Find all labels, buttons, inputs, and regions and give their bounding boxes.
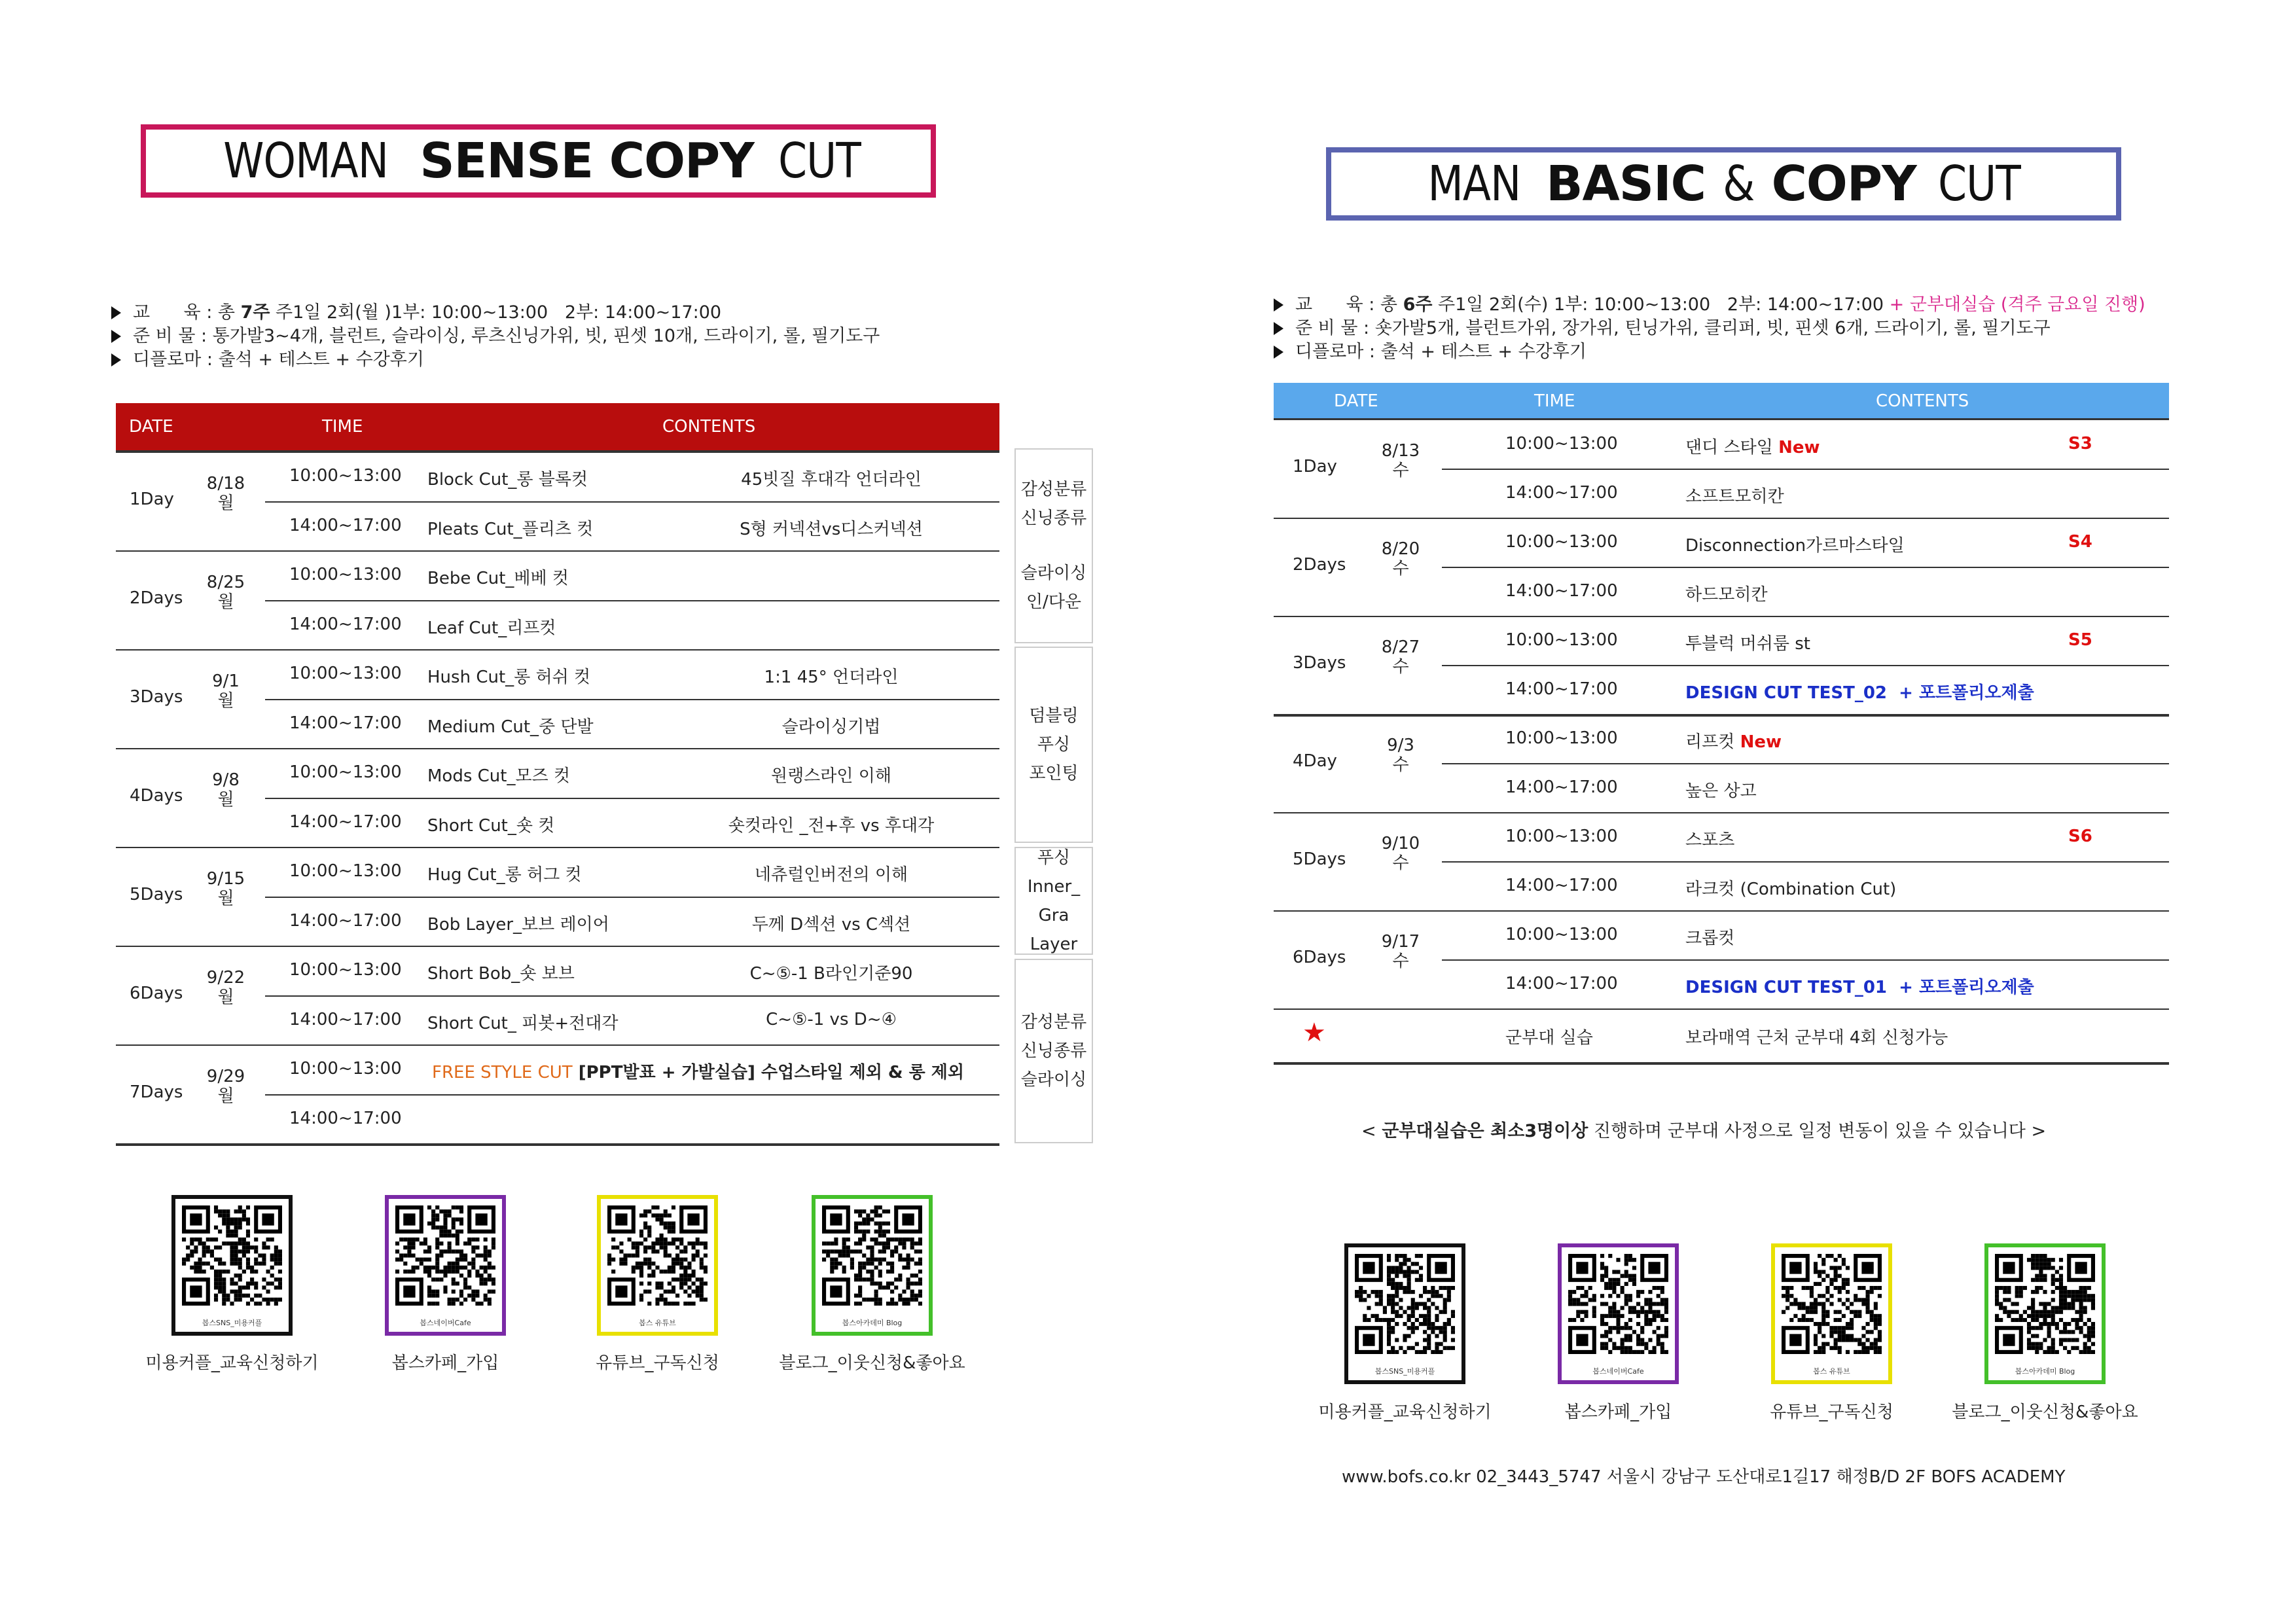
qr-code-pattern bbox=[822, 1205, 922, 1306]
class-time: 14:00~17:00 bbox=[289, 713, 402, 733]
day-divider bbox=[1274, 518, 2169, 519]
class-time: 14:00~17:00 bbox=[289, 515, 402, 535]
row-divider bbox=[1442, 763, 2169, 764]
class-time: 10:00~13:00 bbox=[289, 565, 402, 584]
side-note-box: 감성분류 신닝종류 슬라이싱 bbox=[1014, 959, 1093, 1143]
bullet-triangle-icon bbox=[1274, 346, 1283, 359]
day-label: 3Days bbox=[130, 687, 183, 707]
day-date: 9/22 월 bbox=[206, 967, 245, 1007]
class-time: 10:00~13:00 bbox=[289, 762, 402, 782]
day-date: 9/3 수 bbox=[1387, 736, 1414, 775]
qr-code-pattern bbox=[607, 1205, 708, 1306]
day-date: 8/13 수 bbox=[1381, 441, 1420, 480]
day-divider bbox=[116, 946, 999, 947]
class-time: 14:00~17:00 bbox=[1505, 777, 1618, 797]
class-content: 라크컷 (Combination Cut) bbox=[1685, 880, 1897, 899]
day-label: 5Days bbox=[130, 884, 183, 904]
man-title: MAN BASIC & COPY CUT bbox=[1427, 156, 2020, 212]
class-content: 리프컷 New bbox=[1685, 732, 1782, 752]
class-time: 14:00~17:00 bbox=[1505, 876, 1618, 895]
class-content: Disconnection가르마스타일 bbox=[1685, 536, 1905, 556]
day-divider bbox=[1274, 616, 2169, 617]
day-date: 8/25 월 bbox=[206, 572, 245, 612]
class-note: 두께 D섹션 vs C섹션 bbox=[751, 914, 911, 935]
class-content: 댄디 스타일 New bbox=[1685, 438, 1820, 457]
class-note: C~⑤-1 vs D~④ bbox=[766, 1009, 897, 1029]
day-label: 5Days bbox=[1293, 849, 1346, 869]
class-note: 원랭스라인 이해 bbox=[770, 766, 892, 786]
class-time: 14:00~17:00 bbox=[289, 1009, 402, 1029]
day-label: 2Days bbox=[1293, 555, 1346, 575]
class-name: Bob Layer_보브 레이어 bbox=[427, 914, 609, 935]
qr-caption: 봅스카페_가입 bbox=[391, 1353, 499, 1373]
qr-code-label: 봅스네이버Cafe bbox=[420, 1319, 471, 1327]
qr-code-pattern bbox=[182, 1205, 282, 1306]
day-divider bbox=[116, 550, 999, 552]
class-name: Mods Cut_모즈 컷 bbox=[427, 766, 571, 786]
bullet-triangle-icon bbox=[1274, 322, 1283, 335]
class-time: 10:00~13:00 bbox=[289, 664, 402, 683]
bullet-triangle-icon bbox=[111, 306, 121, 319]
qr-caption: 유튜브_구독신청 bbox=[1770, 1402, 1893, 1422]
class-time: 10:00~13:00 bbox=[1505, 925, 1618, 944]
class-time: 14:00~17:00 bbox=[1505, 974, 1618, 993]
day-label: 2Days bbox=[130, 588, 183, 608]
class-time: 10:00~13:00 bbox=[1505, 532, 1618, 552]
qr-code-label: 봅스SNS_미용커플 bbox=[202, 1319, 262, 1327]
bullet-triangle-icon bbox=[111, 353, 121, 366]
row-divider bbox=[265, 897, 999, 898]
side-note-box: 덤블링 푸싱 포인팅 bbox=[1014, 647, 1093, 843]
class-time: 10:00~13:00 bbox=[289, 861, 402, 881]
qr-code-pattern bbox=[1568, 1254, 1668, 1354]
qr-code[interactable] bbox=[1984, 1243, 2106, 1384]
row-divider bbox=[1442, 665, 2169, 666]
extra-time: 군부대 실습 bbox=[1505, 1028, 1593, 1048]
class-name: Medium Cut_중 단발 bbox=[427, 717, 594, 737]
class-content: DESIGN CUT TEST_02 + 포트폴리오제출 bbox=[1685, 683, 2034, 703]
class-time: 10:00~13:00 bbox=[289, 960, 402, 980]
qr-code-label: 봅스 유튜브 bbox=[1813, 1367, 1850, 1376]
class-code: S5 bbox=[2068, 630, 2092, 650]
day-label: 7Days bbox=[130, 1082, 183, 1102]
row-divider bbox=[1442, 861, 2169, 863]
class-note: 네츄럴인버전의 이해 bbox=[754, 865, 908, 885]
qr-code[interactable] bbox=[1558, 1243, 1679, 1384]
bullet-triangle-icon bbox=[1274, 298, 1283, 312]
class-note: C~⑤-1 B라인기준90 bbox=[749, 964, 913, 984]
day-label: 4Days bbox=[130, 785, 183, 806]
class-time: 14:00~17:00 bbox=[1505, 483, 1618, 503]
woman-info: 교 육 : 총 7주 주1일 2회(월 )1부: 10:00~13:00 2부: 14:00~17:00 준 비 물 : 통가발3~4개, 블런트, 슬라이싱, 루츠신닝가위, 빗, 핀셋 10개, 드라이기, 롤, 필기도구 디플로마 : 출석 + 테스트 + 수강후기 bbox=[111, 301, 880, 372]
woman-title: WOMAN SENSE COPY CUT bbox=[223, 133, 861, 189]
class-time: 14:00~17:00 bbox=[1505, 679, 1618, 699]
class-name: Pleats Cut_플리츠 컷 bbox=[427, 519, 594, 539]
qr-code-pattern bbox=[1782, 1254, 1882, 1354]
day-date: 9/29 월 bbox=[206, 1066, 245, 1106]
qr-code[interactable] bbox=[1771, 1243, 1892, 1384]
day-divider bbox=[116, 649, 999, 651]
class-time: 10:00~13:00 bbox=[1505, 434, 1618, 454]
class-name: Block Cut_롱 블록컷 bbox=[427, 470, 588, 490]
class-name: Bebe Cut_베베 컷 bbox=[427, 569, 569, 588]
bullet-triangle-icon bbox=[111, 330, 121, 343]
man-title-box bbox=[1326, 147, 2121, 221]
qr-code-label: 봅스SNS_미용커플 bbox=[1374, 1367, 1435, 1376]
day-date: 9/10 수 bbox=[1381, 834, 1420, 873]
day-divider bbox=[1274, 714, 2169, 717]
qr-caption: 유튜브_구독신청 bbox=[596, 1353, 719, 1373]
day-label: 3Days bbox=[1293, 653, 1346, 673]
day-date: 8/20 수 bbox=[1381, 539, 1420, 579]
qr-caption: 미용커플_교육신청하기 bbox=[1318, 1402, 1492, 1422]
class-name: Short Bob_숏 보브 bbox=[427, 964, 575, 984]
man-info: 교 육 : 총 6주 주1일 2회(수) 1부: 10:00~13:00 2부: 14:00~17:00 + 군부대실습 (격주 금요일 진행) 준 비 물 : 숏가발5개, 블런트가위, 장가위, 틴닝가위, 클리퍼, 빗, 핀셋 6개, 드라이기, 롤, 필기도구 디플로마 : 출석 + 테스트 + 수강후기 bbox=[1274, 293, 2145, 364]
table-rule bbox=[1274, 418, 2169, 420]
class-time: 14:00~17:00 bbox=[289, 910, 402, 931]
day-label: 1Day bbox=[130, 489, 174, 509]
row-divider bbox=[265, 1094, 999, 1096]
row-divider bbox=[265, 699, 999, 700]
row-divider bbox=[1442, 959, 2169, 961]
class-content: FREE STYLE CUT [PPT발표 + 가발실습] 수업스타일 제외 & 롱 제외 bbox=[432, 1063, 964, 1082]
class-note: 1:1 45° 언더라인 bbox=[764, 668, 899, 687]
table-rule bbox=[116, 450, 999, 453]
qr-caption: 블로그_이웃신청&좋아요 bbox=[1952, 1402, 2138, 1422]
man-table-header: DATE TIME CONTENTS bbox=[1274, 383, 2169, 419]
day-divider bbox=[116, 847, 999, 848]
class-time: 10:00~13:00 bbox=[1505, 728, 1618, 748]
row-divider bbox=[1442, 469, 2169, 470]
row-divider bbox=[265, 798, 999, 799]
class-content: 하드모히칸 bbox=[1685, 585, 1768, 605]
star-icon: ★ bbox=[1302, 1018, 1326, 1048]
class-content: 스포츠 bbox=[1685, 830, 1735, 850]
qr-code-pattern bbox=[1355, 1254, 1455, 1354]
class-name: Short Cut_숏 컷 bbox=[427, 815, 555, 836]
table-rule bbox=[1274, 1062, 2169, 1065]
class-note: 숏컷라인 _전+후 vs 후대각 bbox=[728, 815, 935, 836]
qr-code[interactable] bbox=[597, 1195, 718, 1336]
class-name: Leaf Cut_리프컷 bbox=[427, 618, 556, 638]
qr-code-label: 봅스아카데미 Blog bbox=[2015, 1367, 2075, 1376]
qr-code-label: 봅스네이버Cafe bbox=[1592, 1367, 1644, 1376]
day-divider bbox=[1274, 910, 2169, 912]
row-divider bbox=[1442, 567, 2169, 568]
qr-code[interactable] bbox=[1344, 1243, 1465, 1384]
day-date: 8/18 월 bbox=[206, 473, 245, 513]
class-content: 소프트모히칸 bbox=[1685, 487, 1784, 507]
class-time: 10:00~13:00 bbox=[1505, 630, 1618, 650]
class-time: 10:00~13:00 bbox=[289, 466, 402, 486]
class-code: S6 bbox=[2068, 827, 2092, 846]
class-content: 투블럭 머쉬룸 st bbox=[1685, 634, 1810, 654]
woman-title-box bbox=[141, 124, 936, 198]
row-divider bbox=[265, 600, 999, 601]
qr-code[interactable] bbox=[812, 1195, 933, 1336]
academy-footer: www.bofs.co.kr 02_3443_5747 서울시 강남구 도산대로1길17 해정B/D 2F BOFS ACADEMY bbox=[1342, 1467, 2066, 1487]
qr-caption: 봅스카페_가입 bbox=[1564, 1402, 1672, 1422]
class-time: 14:00~17:00 bbox=[289, 812, 402, 832]
day-label: 4Day bbox=[1293, 751, 1337, 771]
woman-table-header: DATE TIME CONTENTS bbox=[116, 403, 999, 450]
class-content: 크롭컷 bbox=[1685, 929, 1735, 948]
row-divider bbox=[265, 995, 999, 997]
qr-code-pattern bbox=[1995, 1254, 2095, 1354]
qr-code-label: 봅스아카데미 Blog bbox=[842, 1319, 903, 1327]
qr-code-pattern bbox=[395, 1205, 495, 1306]
row-divider bbox=[265, 501, 999, 503]
day-divider bbox=[116, 1044, 999, 1046]
day-divider bbox=[116, 1143, 999, 1146]
class-note: 45빗질 후대각 언더라인 bbox=[741, 470, 922, 490]
day-label: 1Day bbox=[1293, 457, 1337, 476]
class-code: S3 bbox=[2068, 434, 2092, 454]
class-content: DESIGN CUT TEST_01 + 포트폴리오제출 bbox=[1685, 978, 2034, 997]
class-time: 14:00~17:00 bbox=[1505, 581, 1618, 601]
day-date: 9/15 월 bbox=[206, 868, 245, 908]
class-time: 10:00~13:00 bbox=[1505, 827, 1618, 846]
qr-code[interactable] bbox=[385, 1195, 506, 1336]
day-date: 9/1 월 bbox=[212, 671, 240, 711]
military-practice-notice: < 군부대실습은 최소3명이상 진행하며 군부대 사정으로 일정 변동이 있을 수 있습니다 > bbox=[1361, 1121, 2047, 1141]
day-divider bbox=[116, 748, 999, 749]
class-content: 높은 상고 bbox=[1685, 781, 1757, 801]
side-note-box: 푸싱 Inner_ Gra Layer bbox=[1014, 847, 1093, 955]
day-divider bbox=[1274, 812, 2169, 813]
class-note: 슬라이싱기법 bbox=[781, 717, 881, 737]
class-time: 14:00~17:00 bbox=[289, 614, 402, 634]
qr-caption: 미용커플_교육신청하기 bbox=[145, 1353, 319, 1373]
class-name: Hug Cut_롱 허그 컷 bbox=[427, 865, 582, 885]
class-note: S형 커넥션vs디스커넥션 bbox=[740, 519, 923, 539]
class-code: S4 bbox=[2068, 532, 2092, 552]
class-time: 10:00~13:00 bbox=[289, 1059, 402, 1079]
day-date: 9/17 수 bbox=[1381, 932, 1420, 971]
qr-code[interactable] bbox=[171, 1195, 293, 1336]
day-date: 9/8 월 bbox=[212, 770, 240, 810]
qr-caption: 블로그_이웃신청&좋아요 bbox=[779, 1353, 965, 1373]
class-time: 14:00~17:00 bbox=[289, 1108, 402, 1128]
class-name: Short Cut_ 피봇+전대각 bbox=[427, 1013, 619, 1033]
side-note-box: 감성분류 신닝종류 슬라이싱 인/다운 bbox=[1014, 448, 1093, 643]
day-label: 6Days bbox=[1293, 948, 1346, 967]
qr-code-label: 봅스 유튜브 bbox=[639, 1319, 676, 1327]
extra-content: 보라매역 근처 군부대 4회 신청가능 bbox=[1685, 1028, 1948, 1048]
day-date: 8/27 수 bbox=[1381, 637, 1420, 677]
class-name: Hush Cut_롱 허쉬 컷 bbox=[427, 668, 591, 687]
day-label: 6Days bbox=[130, 983, 183, 1003]
day-divider bbox=[1274, 1008, 2169, 1010]
